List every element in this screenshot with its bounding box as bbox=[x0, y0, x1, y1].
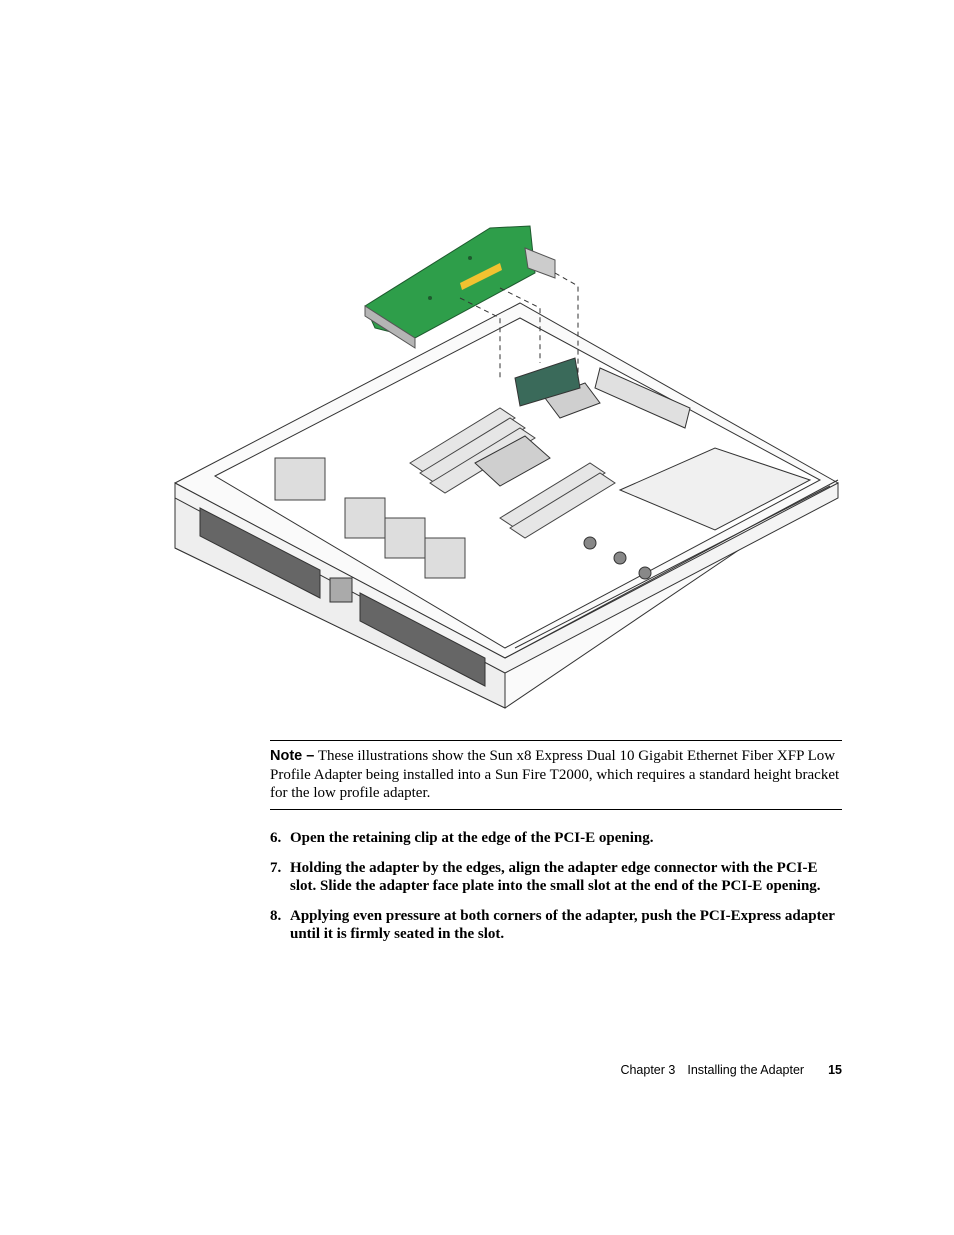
step-text: Applying even pressure at both corners of the adapter, push the PCI-Express adapter until it is firmly seated in the slot. bbox=[290, 908, 835, 942]
note-paragraph bbox=[270, 747, 842, 803]
step-number: 8. bbox=[270, 908, 282, 924]
note-body: These illustrations show the Sun x8 Express Dual 10 Gigabit Ethernet Fiber XFP Low Profile Adapter being installed into a Sun Fire T2000, which requires a standard height bracket for the low profile adapter. bbox=[270, 748, 840, 801]
page-number: 15 bbox=[828, 1063, 842, 1077]
procedure-steps bbox=[270, 829, 845, 955]
step-text: Open the retaining clip at the edge of the PCI-E opening. bbox=[290, 830, 654, 846]
footer-chapter: Chapter 3 bbox=[620, 1063, 676, 1077]
step-number: 7. bbox=[270, 860, 282, 876]
step-item bbox=[270, 829, 845, 847]
bezel-logo bbox=[330, 578, 352, 602]
step-text: Holding the adapter by the edges, align the adapter edge connector with the PCI-E slot. Slide the adapter face plate into the small slot at the end of the PCI-E opening. bbox=[290, 860, 821, 894]
page-footer bbox=[560, 1063, 842, 1077]
step-number: 6. bbox=[270, 830, 282, 846]
server-chassis-illustration bbox=[170, 218, 840, 718]
note-box bbox=[270, 740, 842, 810]
footer-section-title: Installing the Adapter bbox=[687, 1063, 805, 1077]
note-label: Note – bbox=[270, 748, 315, 764]
step-item bbox=[270, 907, 845, 943]
step-item bbox=[270, 859, 845, 895]
